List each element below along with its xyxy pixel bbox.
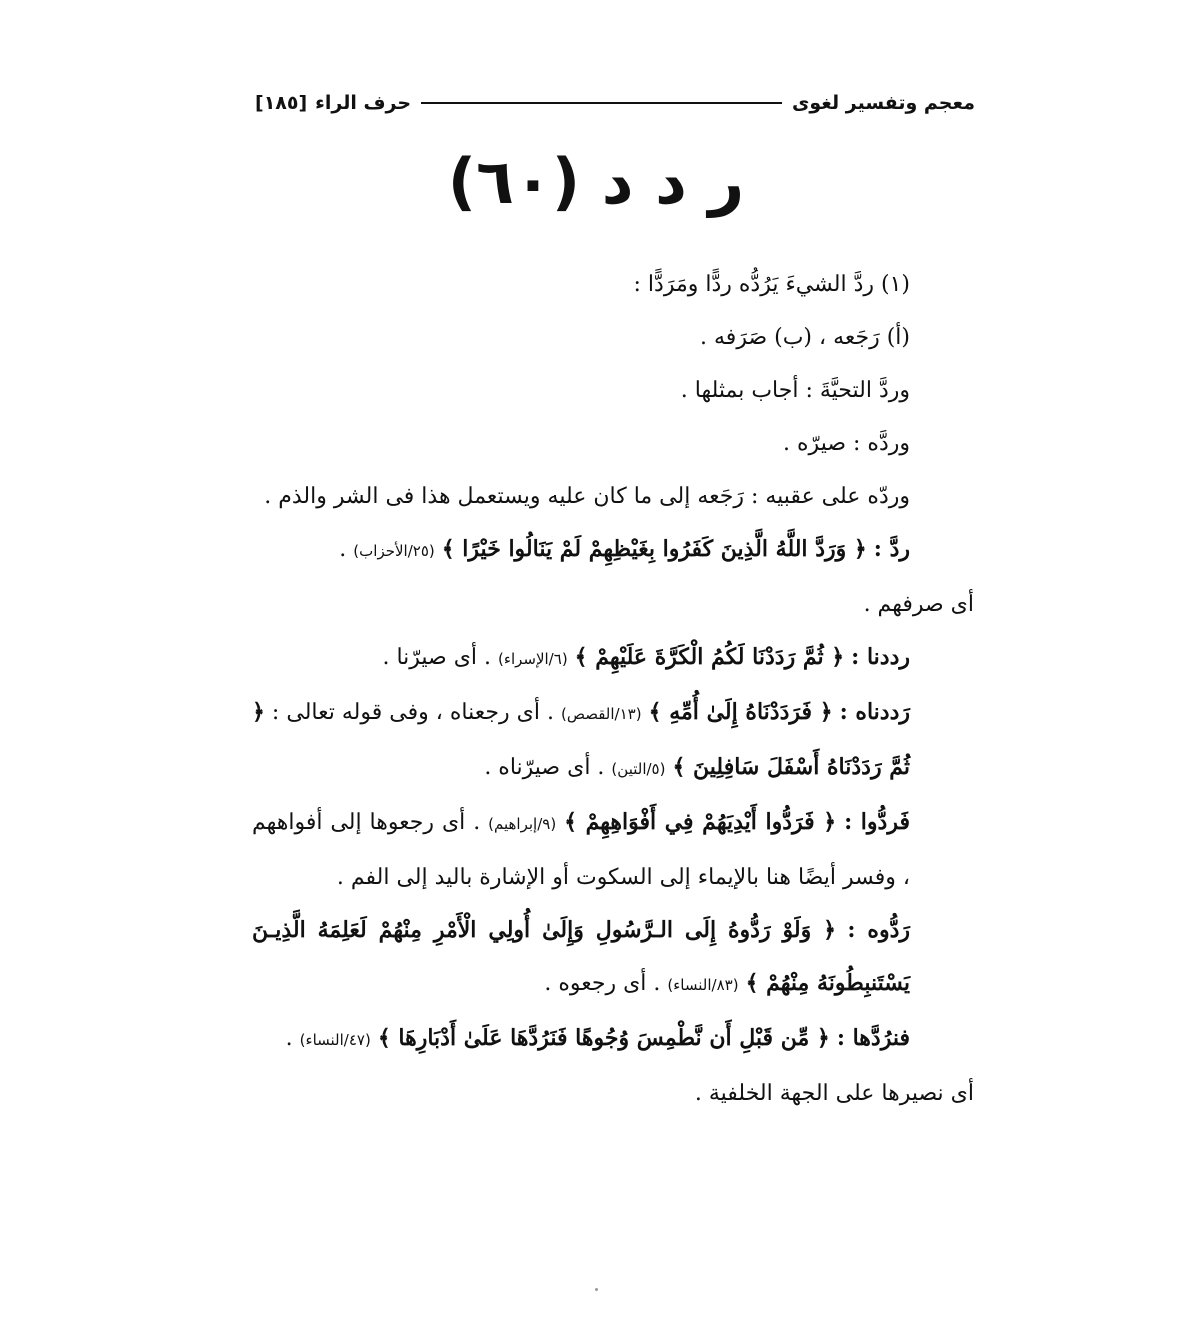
citation-tail: . bbox=[339, 537, 347, 562]
running-header bbox=[255, 88, 975, 118]
verse-reference: (٩/إبراهيم) bbox=[488, 815, 557, 833]
quran-verse: ﴿ وَرَدَّ اللَّهُ الَّذِينَ كَفَرُوا بِغَيْظِهِمْ لَمْ يَنَالُوا خَيْرًا ﴾ bbox=[441, 536, 867, 562]
quran-verse: ﴿ فَرَدُّوا أَيْدِيَهُمْ فِي أَفْوَاهِهِمْ ﴾ bbox=[564, 809, 837, 835]
citation-tail: . bbox=[285, 1026, 293, 1051]
definition-line: (أ) رَجَعه ، (ب) صَرَفه . bbox=[700, 325, 910, 350]
definition-line: أى نصيرها على الجهة الخلفية . bbox=[694, 1081, 974, 1106]
citation-tail: . أى رجعوه . bbox=[544, 971, 661, 996]
verse-reference: (٤٧/النساء) bbox=[299, 1031, 371, 1049]
section-name: حرف الراء bbox=[315, 92, 412, 114]
citation-text: . أى رجعناه ، وفى قوله تعالى : bbox=[271, 700, 554, 725]
definition-line: أى صرفهم . bbox=[863, 592, 974, 617]
verse-reference: (١٣/القصص) bbox=[560, 705, 642, 723]
entry-title: ر د د (٦٠) bbox=[447, 145, 745, 218]
quran-verse: ﴿ ثُمَّ رَدَدْنَاهُ أَسْفَلَ سَافِلِينَ ﴾ bbox=[252, 699, 910, 780]
definition-line: وردّه على عقبيه : رَجَعه إلى ما كان عليه ويستعمل هذا فى الشر والذم . bbox=[264, 484, 910, 509]
headword: رَدُّوه : bbox=[847, 917, 910, 943]
citation-tail: . أى صيرّنا . bbox=[382, 645, 492, 670]
definition-line: وردَّه : صيرّه . bbox=[783, 431, 910, 456]
quran-citation bbox=[252, 904, 974, 1012]
quran-verse: ﴿ مِّن قَبْلِ أَن نَّطْمِسَ وُجُوهًا فَنَرُدَّهَا عَلَىٰ أَدْبَارِهَا ﴾ bbox=[377, 1025, 830, 1051]
headword: رددنا : bbox=[851, 644, 910, 670]
quran-citation bbox=[252, 796, 974, 904]
definition-line: وردَّ التحيَّةَ : أجاب بمثلها . bbox=[680, 378, 910, 403]
citation-tail: . أى رجعوها إلى أفواههم ، وفسر أيضًا هنا بالإيماء إلى السكوت أو الإشارة باليد إلى الفم . bbox=[252, 810, 910, 890]
quran-verse: ﴿ فَرَدَدْنَاهُ إِلَىٰ أُمِّهِ ﴾ bbox=[648, 699, 833, 725]
page-speck bbox=[595, 1288, 598, 1291]
quran-verse: ﴿ ثُمَّ رَدَدْنَا لَكُمُ الْكَرَّةَ عَلَيْهِمْ ﴾ bbox=[574, 644, 845, 670]
verse-reference: (٦/الإسراء) bbox=[498, 650, 568, 668]
quran-citation bbox=[252, 1012, 974, 1067]
headword: فنرُدَّها : bbox=[836, 1025, 910, 1051]
headword: رَددناه : bbox=[839, 699, 911, 725]
quran-citation bbox=[252, 686, 974, 796]
book-title: معجم وتفسير لغوى bbox=[791, 92, 975, 114]
entry-body bbox=[252, 258, 974, 1120]
quran-citation bbox=[252, 631, 974, 686]
quran-citation bbox=[252, 523, 974, 578]
header-rule bbox=[421, 102, 782, 104]
definition-line: (١) ردَّ الشيءَ يَرُدُّه ردًّا ومَرَدًّا : bbox=[633, 272, 910, 297]
verse-reference: (٥/التين) bbox=[611, 760, 666, 778]
headword: فَردُّوا : bbox=[844, 809, 910, 835]
quran-verse: ﴿ وَلَوْ رَدُّوهُ إِلَى الـرَّسُولِ وَإِلَىٰ أُولِي الْأَمْرِ مِنْهُمْ لَعَلِمَهُ الَّذِيـنَ يَسْتَنبِطُونَهُ مِنْهُمْ ﴾ bbox=[252, 917, 910, 996]
headword: ردَّ : bbox=[873, 536, 910, 562]
page-number: [١٨٥] bbox=[255, 92, 308, 114]
citation-tail: . أى صيرّناه . bbox=[484, 755, 605, 780]
verse-reference: (٨٣/النساء) bbox=[667, 976, 739, 994]
verse-reference: (٢٥/الأحزاب) bbox=[353, 542, 435, 560]
